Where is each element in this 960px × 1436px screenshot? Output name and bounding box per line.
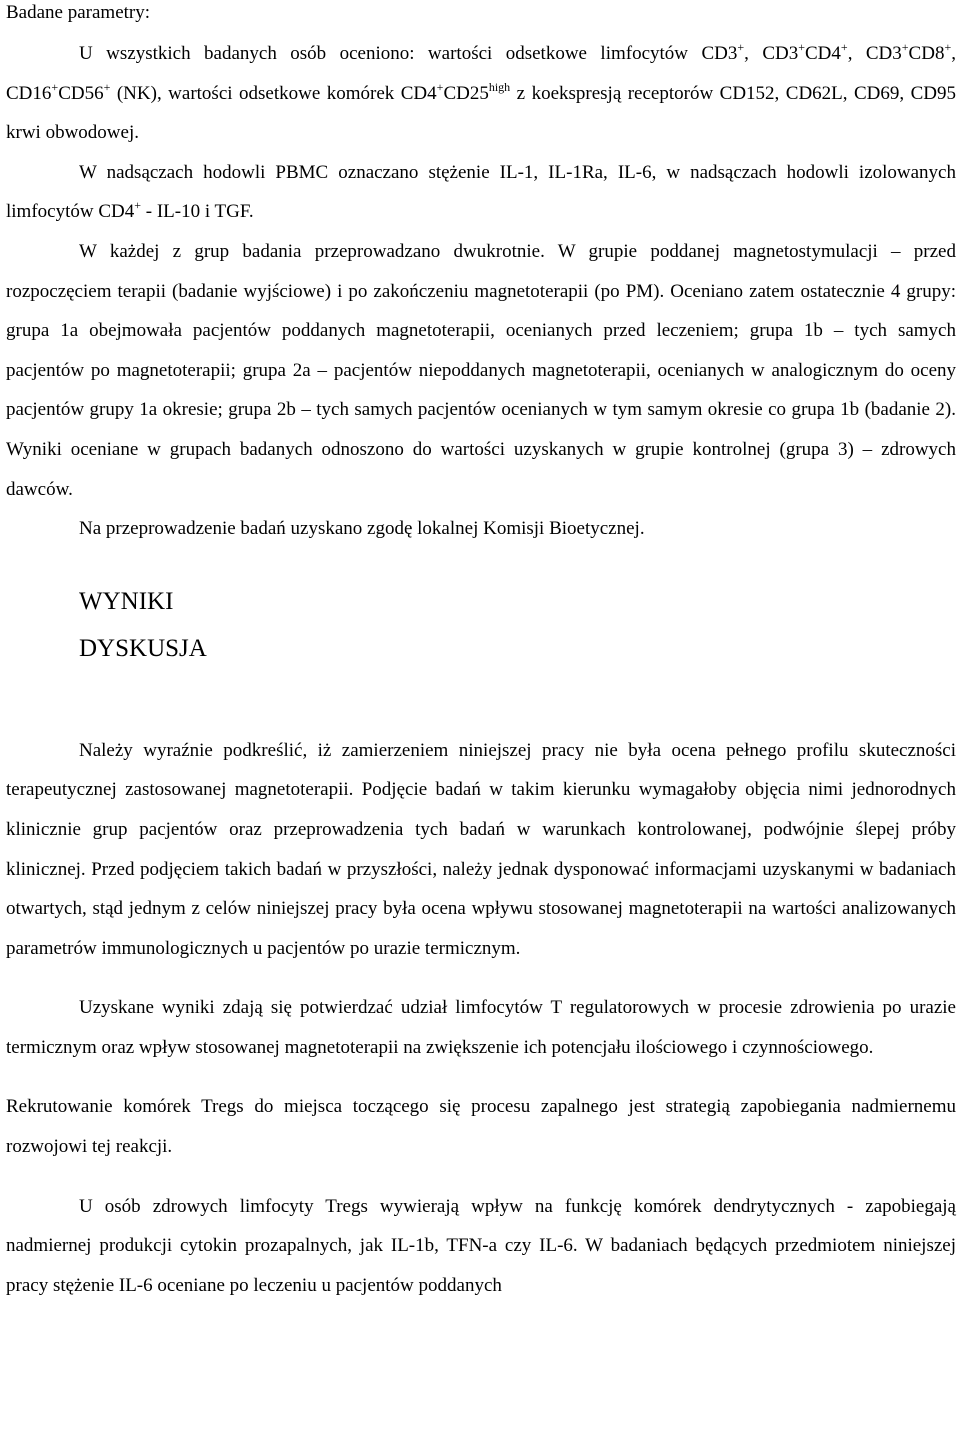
document-page: [6, 0, 956, 1305]
discussion-paragraph-1: Należy wyraźnie podkreślić, iż zamierzeniem niniejszej pracy nie była ocena pełnego profilu skuteczności terapeutycznej zastosowanej magnetoterapii. Podjęcie badań w takim kierunku wymagałoby objęcia nimi jednorodnych klinicznie grup pacjentów oraz przeprowadzenia tych badań w warunkach kontrolowanej, podwójnie ślepej próby klinicznej. Przed podjęciem takich badań w przyszłości, należy jednak dysponować informacjami uzyskanymi w badaniach otwartych, stąd jednym z celów niniejszej pracy była ocena wpływu stosowanej magnetoterapii na wartości analizowanych parametrów immunologicznych u pacjentów po urazie termicznym.: [6, 739, 956, 959]
discussion-paragraph-4: U osób zdrowych limfocyty Tregs wywierają wpływ na funkcję komórek dendrytycznych - zapobiegają nadmiernej produkcji cytokin prozapalnych, jak IL-1b, TFN-a czy IL-6. W badaniach będących przedmiotem niniejszej pracy stężenie IL-6 oceniane po leczeniu u pacjentów poddanych: [6, 1195, 956, 1296]
section-label: Badane parametry:: [6, 2, 151, 23]
discussion-paragraph-2: Uzyskane wyniki zdają się potwierdzać udział limfocytów T regulatorowych w procesie zdrowienia po urazie termicznym oraz wpływ stosowanej magnetoterapii na zwiększenie ich potencjału ilościowego i czynnościowego.: [6, 997, 956, 1058]
results-heading: WYNIKI: [79, 587, 174, 615]
methods-paragraph-cultures: W nadsączach hodowli PBMC oznaczano stężenie IL-1, IL-1Ra, IL-6, w nadsączach hodowli izolowanych limfocytów CD4+ - IL-10 i TGF.: [6, 161, 956, 223]
methods-paragraph-ethics: Na przeprowadzenie badań uzyskano zgodę lokalnej Komisji Bioetycznej.: [79, 518, 645, 540]
discussion-paragraph-3: Rekrutowanie komórek Tregs do miejsca toczącego się procesu zapalnego jest strategią zapobiegania nadmiernemu rozwojowi tej reakcji.: [6, 1096, 956, 1158]
methods-paragraph-groups: W każdej z grup badania przeprowadzano dwukrotnie. W grupie poddanej magnetostymulacji – przed rozpoczęciem terapii (badanie wyjściowe) i po zakończeniu magnetoterapii (po PM). Oceniano zatem ostatecznie 4 grupy: grupa 1a obejmowała pacjentów poddanych magnetoterapii, ocenianych przed leczeniem; grupa 1b – tych samych pacjentów po magnetoterapii; grupa 2a – pacjentów niepoddanych magnetoterapii, ocenianych w analogicznym do oceny pacjentów grupy 1a okresie; grupa 2b – tych samych pacjentów ocenianych w tym samym okresie co grupa 1b (badanie 2). Wyniki oceniane w grupach badanych odnoszono do wartości uzyskanych w grupie kontrolnej (grupa 3) – zdrowych dawców.: [6, 240, 956, 500]
discussion-heading: DYSKUSJA: [79, 634, 207, 662]
methods-paragraph-parameters: U wszystkich badanych osób oceniono: wartości odsetkowe limfocytów CD3+, CD3+CD4+, CD3+CD8+, CD16+CD56+ (NK), wartości odsetkowe komórek $CD4^+CD25^{high}$ z koekspresją receptorów CD152, CD62L, CD69, CD95 krwi obwodowej.: [6, 40, 957, 144]
